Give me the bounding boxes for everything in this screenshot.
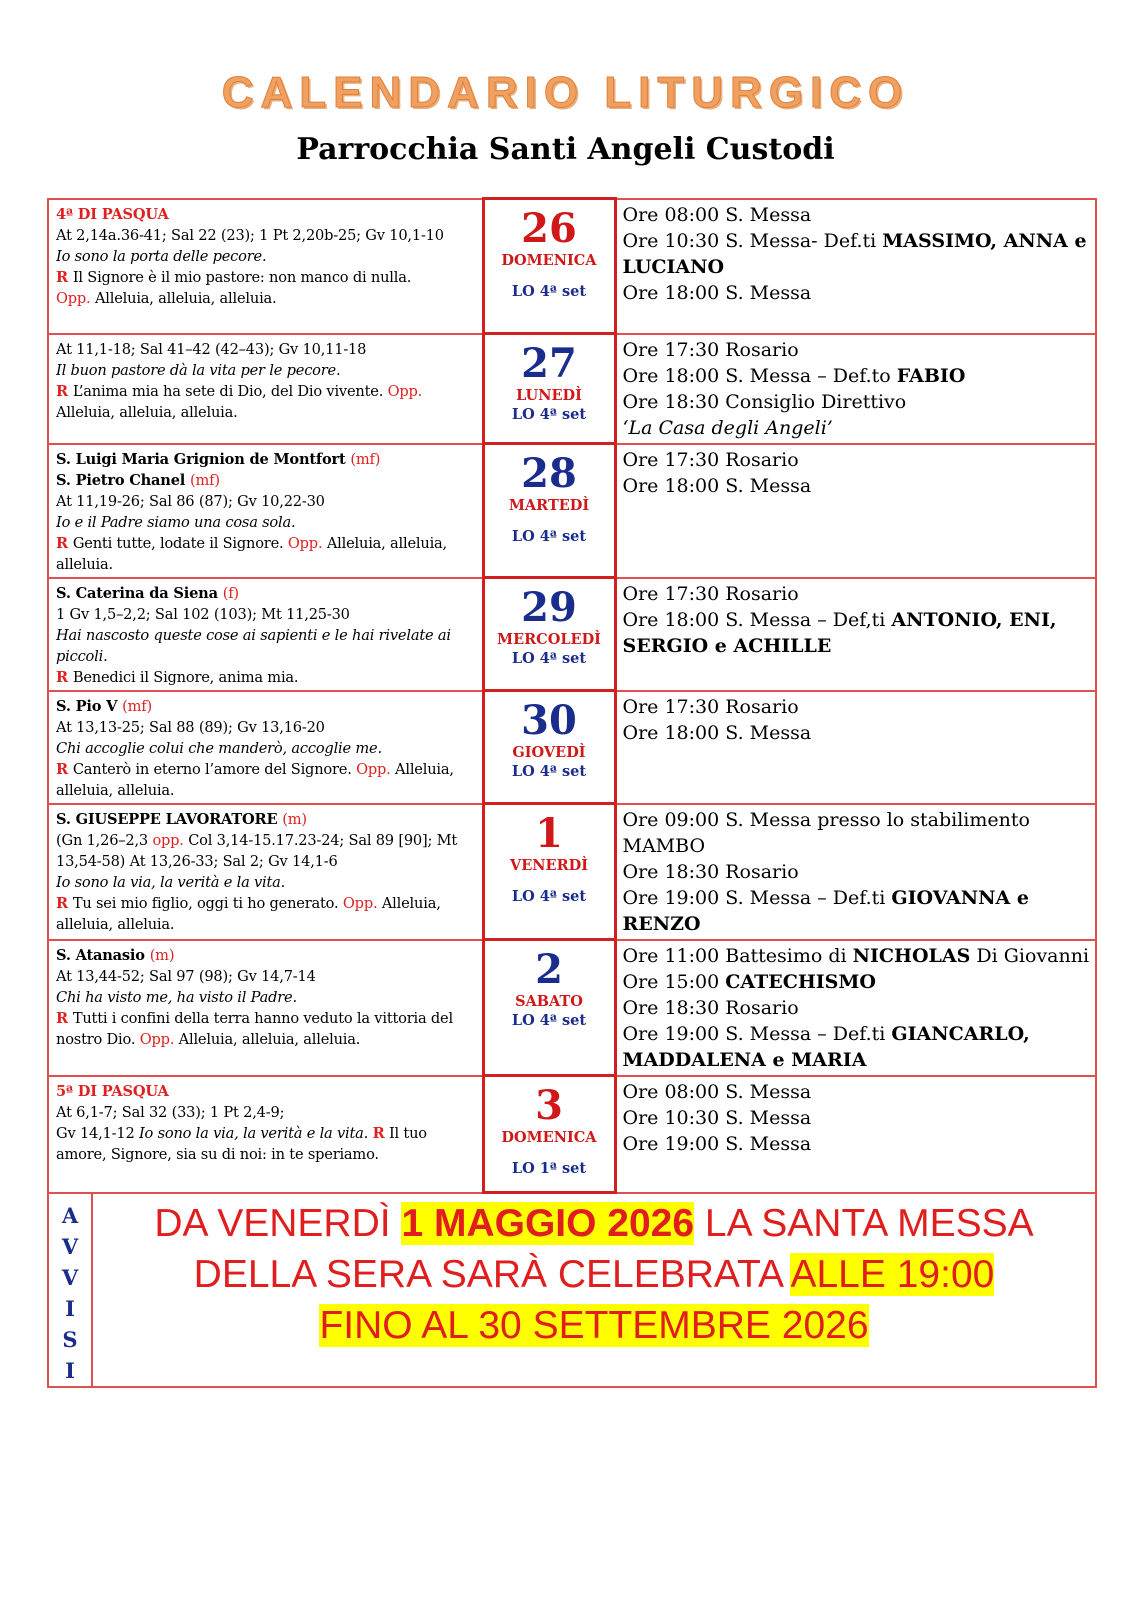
text-segment: (m) [149,946,175,964]
day-name: DOMENICA [501,252,597,269]
text-line [56,1008,476,1029]
day-cell [483,578,615,691]
day-cell [483,804,615,940]
text-segment: Io sono la via, la verità e la vita. [138,1124,369,1142]
text-line [56,512,476,533]
text-line [623,581,1090,607]
text-segment: Ore 19:00 S. Messa – Def.ti [622,886,892,909]
text-line [56,914,476,935]
text-segment: Ore 17:30 Rosario [622,695,799,718]
schedule-cell [615,334,1096,444]
text-line [56,604,476,625]
avvisi-letter: S [62,1327,78,1352]
text-segment: Ore 18:30 Consiglio Direttivo [622,390,907,413]
notice-segment: ALLE 19:00 [790,1253,995,1296]
text-line [56,267,476,288]
day-number: 27 [521,340,577,387]
text-line [56,625,476,646]
text-line [56,204,476,225]
text-line [623,694,1090,720]
day-cell [483,940,615,1076]
text-segment: NICHOLAS [852,944,971,967]
avvisi-row [48,1193,1096,1388]
text-line [623,885,1090,911]
text-segment: At 6,1-7; Sal 32 (33); 1 Pt 2,4-9; [56,1103,285,1121]
avvisi-notice [92,1194,1095,1386]
liturgy-readings [48,444,483,578]
text-segment: Col 3,14-15.17.23-24; Sal 89 [90]; Mt [183,831,458,849]
schedule-cell [615,691,1096,804]
day-number: 2 [535,946,563,993]
day-row [48,940,1096,1076]
day-name: GIOVEDÌ [512,744,586,761]
text-line [623,1021,1090,1047]
text-line [623,833,1090,859]
day-row [48,1076,1096,1193]
text-line [56,1081,476,1102]
avvisi-table [49,1194,1095,1386]
text-segment: (m) [282,810,307,828]
text-segment: At 13,44-52; Sal 97 (98); Gv 14,7-14 [56,967,316,985]
text-segment: Ore 18:30 Rosario [622,860,799,883]
text-line [623,447,1090,473]
text-segment: Ore 11:00 Battesimo di [622,944,853,967]
text-line [623,228,1090,254]
text-line [56,717,476,738]
schedule-cell [615,1076,1096,1193]
avvisi-letter: I [65,1296,75,1321]
text-segment: alleluia. [56,555,113,573]
day-cell [483,1076,615,1193]
text-segment: R [56,668,73,686]
day-row [48,334,1096,444]
text-segment: Ore 08:00 S. Messa [622,203,812,226]
text-line [623,1079,1090,1105]
liturgy-readings [48,804,483,940]
liturgy-of-hours-week: LO 4ª set [511,283,587,300]
text-segment: L’anima mia ha sete di Dio, del Dio vivente. [72,382,388,400]
text-line [56,246,476,267]
text-segment: piccoli. [56,647,108,665]
text-segment: MADDALENA e MARIA [622,1048,867,1071]
text-segment: Alleluia, alleluia, alleluia. [174,1030,361,1048]
text-segment: S. GIUSEPPE LAVORATORE [56,810,283,828]
day-row [48,804,1096,940]
text-segment: opp. [152,831,184,849]
day-name: MERCOLEDÌ [497,631,601,648]
notice-line [93,1300,1095,1351]
text-line [623,720,1090,746]
day-row [48,199,1096,334]
text-line [56,945,476,966]
text-segment: Ore 08:00 S. Messa [622,1080,812,1103]
text-line [56,360,476,381]
day-name: VENERDÌ [509,857,588,874]
text-segment: Opp. [387,382,423,400]
text-segment: (Gn 1,26–2,3 [56,831,153,849]
text-segment: Opp. [342,894,378,912]
text-line [56,1144,476,1165]
text-line [623,337,1090,363]
day-number: 30 [521,697,577,744]
text-line [56,583,476,604]
liturgy-readings [48,334,483,444]
text-segment: Il buon pastore dà la vita per le pecore. [56,361,341,379]
text-segment: Ore 10:30 S. Messa- Def.ti [622,229,883,252]
text-segment: ‘La Casa degli Angeli’ [622,416,833,439]
text-line [56,646,476,667]
text-segment: Gv 14,1-12 [56,1124,139,1142]
notice-segment: FINO AL 30 SETTEMBRE 2026 [319,1304,869,1347]
text-segment: ANTONIO, ENI, [891,608,1057,631]
text-line [623,943,1090,969]
liturgy-of-hours-week: LO 4ª set [511,888,587,905]
text-line [56,533,476,554]
text-segment: Ore 18:30 Rosario [622,996,799,1019]
text-segment: Alleluia, alleluia, alleluia. [56,403,238,421]
text-segment: Tutti i confini della terra hanno veduto la vittoria del [72,1009,453,1027]
liturgy-readings [48,691,483,804]
text-segment: (mf) [350,450,381,468]
text-segment: 5ª DI PASQUA [56,1082,169,1100]
text-segment: S. Pio V [56,697,123,715]
text-line [56,893,476,914]
day-name: DOMENICA [501,1129,597,1146]
liturgy-readings [48,578,483,691]
text-segment: Chi ha visto me, ha visto il Padre. [56,988,297,1006]
text-line [56,830,476,851]
day-row [48,691,1096,804]
text-segment: Alleluia, alleluia, alleluia. [90,289,277,307]
text-segment: Ore 18:00 S. Messa [622,281,812,304]
calendar-table [47,197,1097,1388]
text-line [623,363,1090,389]
avvisi-label [49,1194,92,1386]
text-line [56,339,476,360]
schedule-cell [615,444,1096,578]
liturgy-of-hours-week: LO 4ª set [511,763,587,780]
text-line [56,759,476,780]
text-line [56,872,476,893]
text-segment: MASSIMO, ANNA e [882,229,1087,252]
text-line [623,473,1090,499]
text-segment: 1 Gv 1,5–2,2; Sal 102 (103); Mt 11,25-30 [56,605,350,623]
text-line [56,667,476,688]
text-line [56,288,476,309]
text-segment: Ore 17:30 Rosario [622,338,799,361]
text-line [56,851,476,872]
notice-line [93,1198,1095,1249]
text-segment: Il Signore è il mio pastore: non manco di nulla. [72,268,412,286]
text-segment: R [56,534,73,552]
text-segment: Io sono la porta delle pecore. [56,247,267,265]
text-segment: MAMBO [622,834,706,857]
text-line [56,554,476,575]
day-cell [483,334,615,444]
text-segment: Opp. [139,1030,175,1048]
text-segment: At 11,19-26; Sal 86 (87); Gv 10,22-30 [56,492,325,510]
schedule-cell [615,578,1096,691]
text-segment: alleluia, alleluia. [56,781,175,799]
text-segment: S. Pietro Chanel [56,471,191,489]
text-segment: RENZO [622,912,701,935]
text-line [56,225,476,246]
avvisi-letter: V [61,1265,79,1290]
text-line [56,738,476,759]
day-cell [483,444,615,578]
liturgy-of-hours-week: LO 4ª set [511,650,587,667]
text-segment: (mf) [122,697,152,715]
liturgy-of-hours-week: LO 4ª set [511,406,587,423]
text-line [56,987,476,1008]
text-segment: Alleluia, alleluia, [322,534,447,552]
text-line [623,415,1090,441]
text-segment: R [56,382,73,400]
text-segment: SERGIO e ACHILLE [622,634,832,657]
text-segment: (mf) [190,471,220,489]
liturgy-of-hours-week: LO 1ª set [511,1160,587,1177]
day-number: 29 [521,584,577,631]
text-segment: FABIO [896,364,966,387]
page-subtitle: Parrocchia Santi Angeli Custodi [296,132,835,167]
schedule-cell [615,199,1096,334]
day-name: SABATO [515,993,583,1010]
avvisi-letter: A [61,1203,79,1228]
text-segment: Ore 18:00 S. Messa – Def,ti [622,608,892,631]
text-segment: Chi accoglie colui che manderò, accoglie me. [56,739,382,757]
text-line [623,389,1090,415]
text-segment: Opp. [287,534,323,552]
text-segment: R [56,760,73,778]
text-segment: At 2,14a.36-41; Sal 22 (23); 1 Pt 2,20b-25; Gv 10,1-10 [56,226,444,244]
text-line [56,1029,476,1050]
notice-segment: DELLA SERA SARÀ CELEBRATA [193,1253,791,1296]
text-line [623,633,1090,659]
text-segment: At 11,1-18; Sal 41–42 (42–43); Gv 10,11-18 [56,340,367,358]
text-line [56,449,476,470]
text-segment: S. Caterina da Siena [56,584,223,602]
day-cell [483,199,615,334]
text-segment: GIOVANNA e [891,886,1029,909]
liturgy-of-hours-week: LO 4ª set [511,1012,587,1029]
avvisi-letter: V [61,1234,79,1259]
text-line [623,280,1090,306]
day-name: MARTEDÌ [508,497,590,514]
text-line [623,807,1090,833]
day-number: 3 [535,1082,563,1129]
text-segment: 13,54-58) At 13,26-33; Sal 2; Gv 14,1-6 [56,852,338,870]
text-segment: amore, Signore, sia su di noi: in te speriamo. [56,1145,379,1163]
text-segment: Tu sei mio figlio, oggi ti ho generato. [72,894,343,912]
text-segment: Ore 17:30 Rosario [622,582,799,605]
text-segment: Ore 18:00 S. Messa – Def.to [622,364,897,387]
text-segment: S. Atanasio [56,946,150,964]
notice-segment: DA VENERDÌ [154,1202,402,1245]
text-segment: (f) [222,584,239,602]
text-segment: Benedici il Signore, anima mia. [72,668,299,686]
text-segment: Opp. [356,760,391,778]
avvisi-letter: I [65,1358,75,1383]
text-line [56,491,476,512]
text-segment: CATECHISMO [725,970,876,993]
avvisi-container [48,1193,1096,1388]
text-line [623,1131,1090,1157]
text-line [623,254,1090,280]
day-cell [483,691,615,804]
text-segment: Hai nascosto queste cose ai sapienti e le hai rivelate ai [56,626,451,644]
text-line [56,470,476,491]
text-segment: R [56,268,73,286]
notice-line [93,1249,1095,1300]
text-segment: LUCIANO [622,255,725,278]
text-segment: Ore 15:00 [622,970,726,993]
schedule-cell [615,804,1096,940]
text-line [56,1102,476,1123]
notice-segment: 1 MAGGIO 2026 [401,1202,695,1245]
day-row [48,444,1096,578]
text-line [623,1105,1090,1131]
text-line [623,911,1090,937]
text-line [56,402,476,423]
text-line [623,607,1090,633]
text-segment: R [56,894,73,912]
liturgy-readings [48,940,483,1076]
text-segment: Ore 19:00 S. Messa – Def.ti [622,1022,892,1045]
text-segment: At 13,13-25; Sal 88 (89); Gv 13,16-20 [56,718,325,736]
text-segment: Alleluia, [377,894,441,912]
text-segment: Genti tutte, lodate il Signore. [72,534,288,552]
text-segment: Ore 09:00 S. Messa presso lo stabilimento [622,808,1030,831]
text-line [623,969,1090,995]
text-segment: nostro Dio. [56,1030,140,1048]
text-segment: Alleluia, [390,760,454,778]
page-title: CALENDARIO LITURGICO [221,68,910,117]
text-segment: Ore 19:00 S. Messa [622,1132,812,1155]
day-name: LUNEDÌ [516,387,582,404]
notice-segment: LA SANTA MESSA [694,1202,1034,1245]
day-number: 28 [521,450,577,497]
text-line [56,1123,476,1144]
text-segment: GIANCARLO, [891,1022,1030,1045]
text-segment: R [372,1124,385,1142]
text-segment: 4ª DI PASQUA [56,205,169,223]
text-line [56,780,476,801]
text-segment: Di Giovanni [970,944,1090,967]
day-number: 26 [521,205,577,252]
text-segment: Ore 17:30 Rosario [622,448,799,471]
text-segment: Io sono la via, la verità e la vita. [56,873,286,891]
text-segment: Opp. [56,289,91,307]
liturgy-of-hours-week: LO 4ª set [511,528,587,545]
text-line [623,995,1090,1021]
text-line [623,202,1090,228]
text-segment: Io e il Padre siamo una cosa sola. [56,513,296,531]
day-number: 1 [535,810,563,857]
schedule-cell [615,940,1096,1076]
text-line [56,381,476,402]
liturgy-readings [48,199,483,334]
text-segment: Ore 10:30 S. Messa [622,1106,812,1129]
day-row [48,578,1096,691]
text-line [623,1047,1090,1073]
text-segment: alleluia, alleluia. [56,915,175,933]
text-segment: Canterò in eterno l’amore del Signore. [72,760,357,778]
text-line [56,696,476,717]
text-segment: Ore 18:00 S. Messa [622,721,812,744]
liturgy-readings [48,1076,483,1193]
text-segment: Il tuo [384,1124,427,1142]
text-line [623,859,1090,885]
text-segment: S. Luigi Maria Grignion de Montfort [56,450,351,468]
text-segment: R [56,1009,73,1027]
text-line [56,966,476,987]
text-line [56,809,476,830]
text-segment: Ore 18:00 S. Messa [622,474,812,497]
